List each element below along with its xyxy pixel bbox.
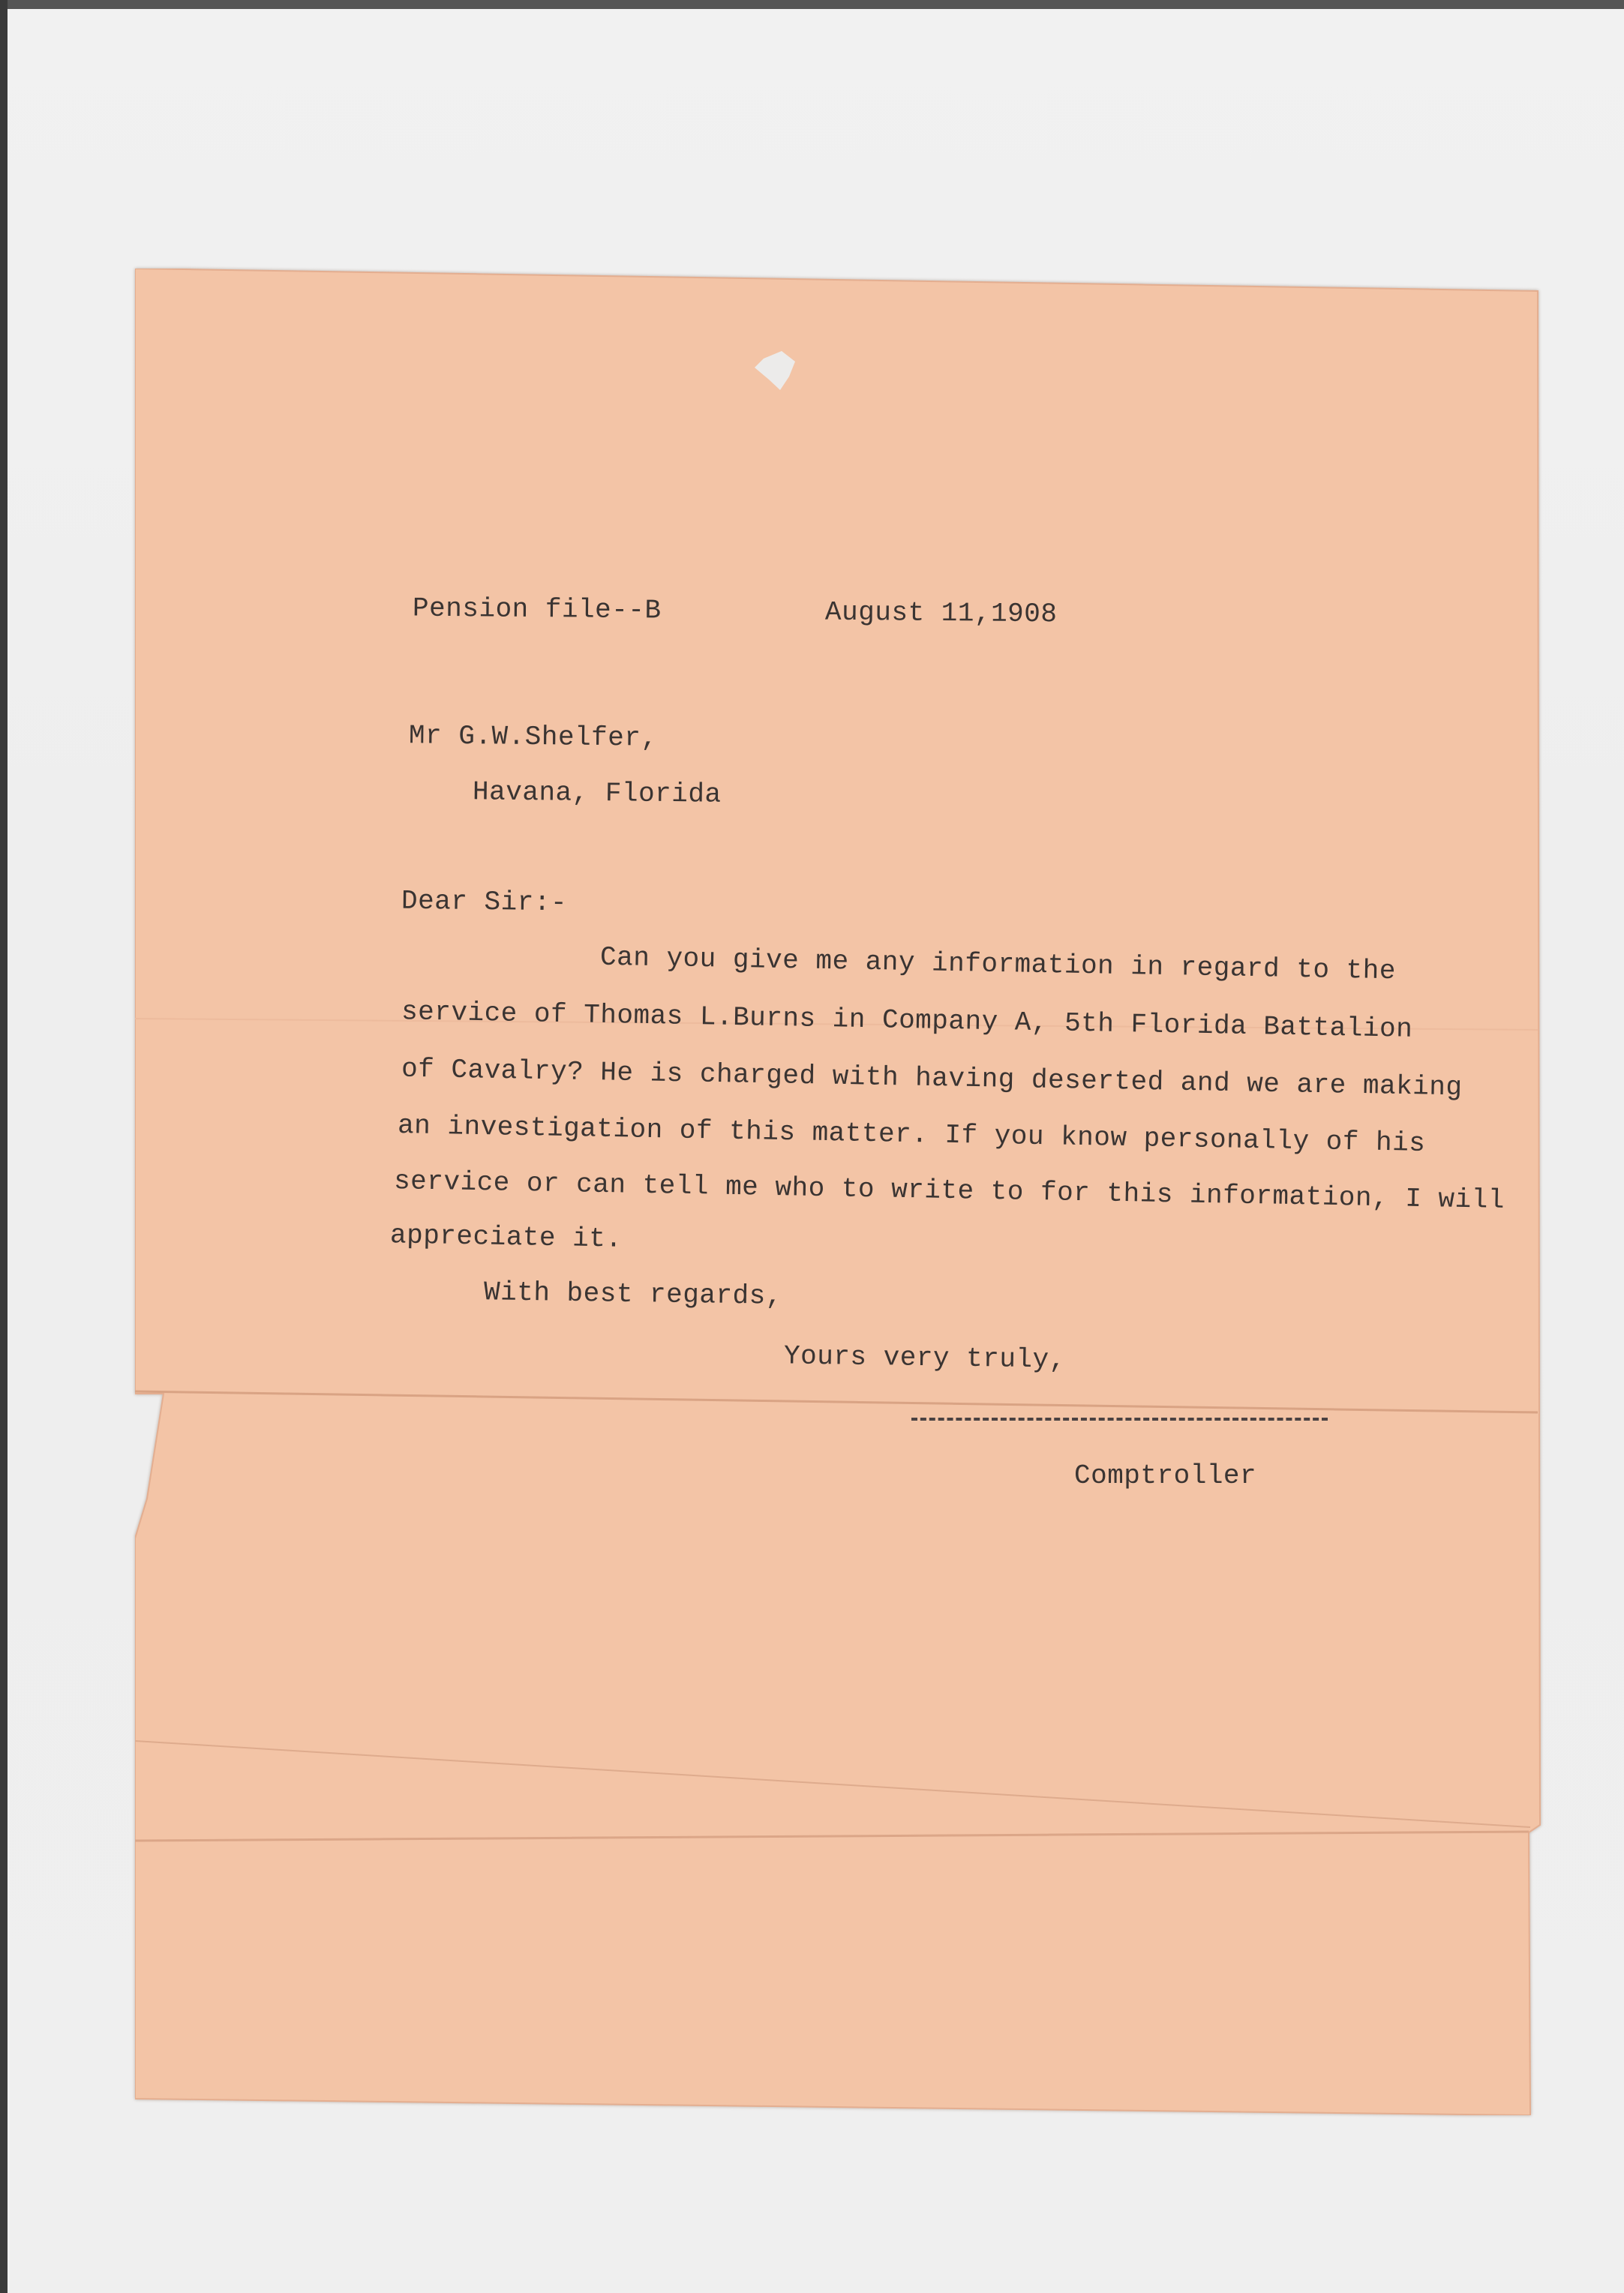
body-line-1: Can you give me any information in regard to the [599, 941, 1397, 987]
scan-edge-top [0, 0, 1624, 9]
signature-title: Comptroller [1074, 1460, 1257, 1491]
file-reference: Pension file--B [412, 593, 662, 626]
body-line-6: appreciate it. [389, 1220, 623, 1255]
signature-line [911, 1418, 1328, 1421]
letter-date: August 11,1908 [824, 596, 1058, 630]
scan-edge-left [0, 0, 8, 2293]
body-line-5: service or can tell me who to write to for this information, I will [393, 1166, 1505, 1216]
recipient-name: Mr G.W.Shelfer, [408, 720, 658, 754]
closing-line: Yours very truly, [783, 1340, 1067, 1376]
body-line-3: of Cavalry? He is charged with having deserted and we are making [401, 1053, 1463, 1103]
body-line-4: an investigation of this matter. If you know personally of his [397, 1110, 1426, 1159]
recipient-place: Havana, Florida [472, 776, 722, 810]
regards-line: With best regards, [483, 1277, 783, 1312]
salutation: Dear Sir:- [401, 885, 568, 919]
body-line-2: service of Thomas L.Burns in Company A, 5th Florida Battalion [401, 996, 1413, 1045]
